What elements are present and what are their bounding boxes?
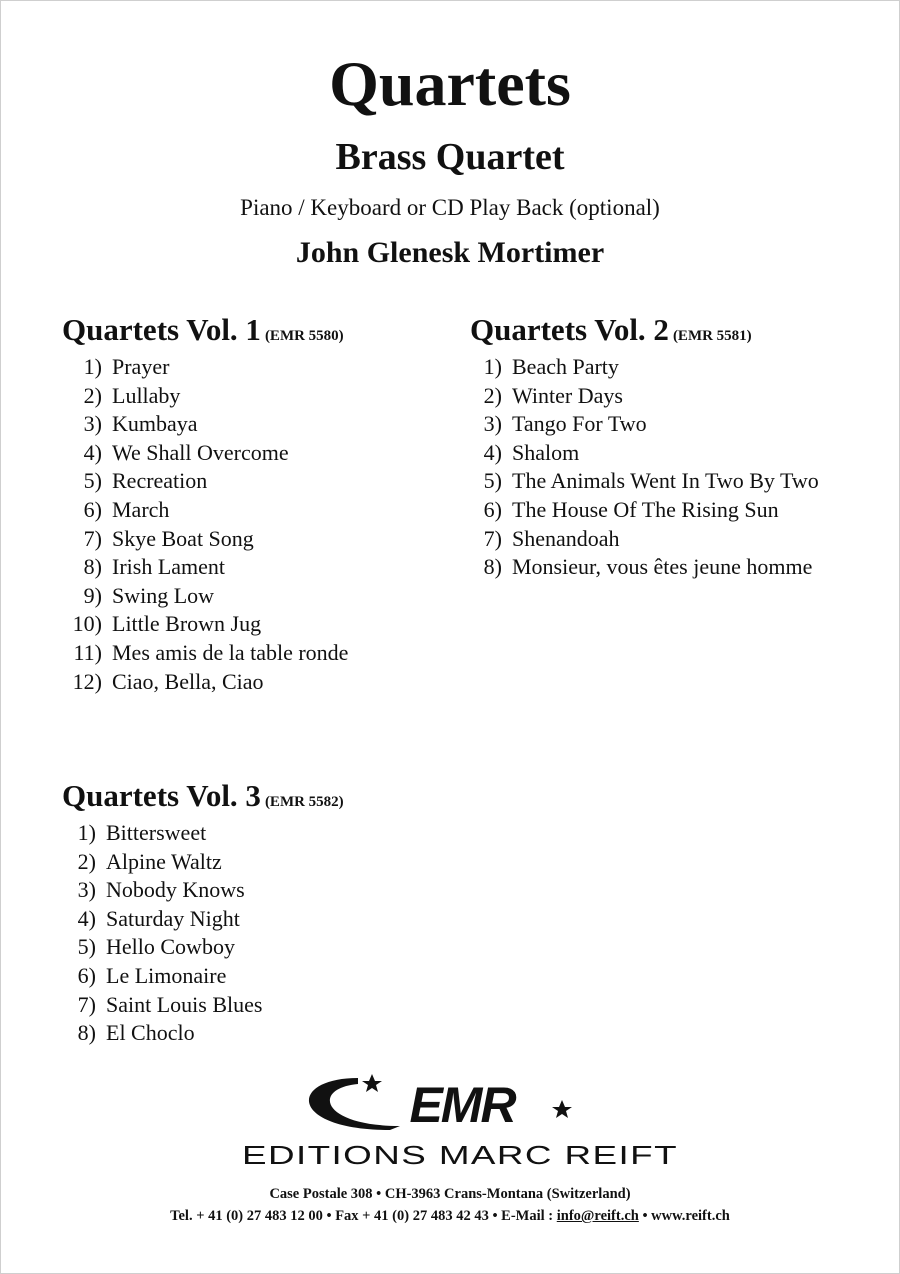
track-title: Kumbaya (112, 411, 198, 437)
track-number: 8) (77, 1020, 96, 1046)
volume-1-section (62, 314, 348, 696)
list-item (62, 991, 344, 1020)
list-item (62, 410, 348, 439)
track-number: 7) (83, 525, 102, 551)
track-title: Irish Lament (112, 554, 226, 580)
track-title: Alpine Waltz (106, 848, 222, 874)
track-number: 9) (83, 582, 102, 608)
list-item (62, 582, 348, 611)
track-title: Swing Low (112, 582, 215, 608)
track-number: 3) (483, 411, 502, 437)
publisher-contact (0, 1208, 900, 1225)
track-number: 8) (483, 554, 502, 580)
list-item (470, 410, 819, 439)
list-item (62, 933, 344, 962)
contact-phone-fax: Tel. + 41 (0) 27 483 12 00 • Fax + 41 (0) 27 483 42 43 • E-Mail : (170, 1208, 557, 1224)
track-number: 4) (77, 905, 96, 931)
list-item (62, 525, 348, 554)
track-title: Le Limonaire (106, 962, 227, 988)
track-number: 1) (83, 354, 102, 379)
list-item (470, 353, 819, 382)
track-number: 6) (77, 962, 96, 988)
contact-website: • www.reift.ch (638, 1208, 730, 1224)
list-item (62, 668, 348, 697)
list-item (62, 848, 344, 877)
track-number: 5) (83, 468, 102, 494)
list-item (62, 876, 344, 905)
track-number: 1) (483, 354, 502, 379)
list-item (62, 439, 348, 468)
publisher-address: Case Postale 308 • CH-3963 Crans-Montana (Switzerland) (269, 1186, 631, 1202)
list-item (62, 553, 348, 582)
track-title: Beach Party (512, 354, 619, 379)
track-title: We Shall Overcome (112, 439, 289, 465)
list-item (470, 439, 819, 468)
list-item (62, 639, 348, 668)
track-number: 10) (72, 611, 102, 637)
list-item (62, 962, 344, 991)
track-title: Prayer (112, 354, 170, 379)
volume-code: (EMR 5581) (672, 328, 752, 344)
email-link[interactable]: info@reift.ch (556, 1208, 639, 1224)
track-number: 4) (483, 439, 502, 465)
list-item (62, 819, 344, 848)
volume-title: Quartets Vol. 2 (470, 312, 669, 347)
track-number: 3) (83, 411, 102, 437)
composer-name: John Glenesk Mortimer (295, 236, 605, 269)
track-number: 5) (483, 468, 502, 494)
track-title: El Choclo (106, 1020, 195, 1046)
track-title: Bittersweet (106, 820, 207, 845)
list-item (62, 353, 348, 382)
track-number: 5) (77, 934, 96, 960)
track-title: Tango For Two (512, 411, 647, 437)
publisher-name: EDITIONS MARC REIFT (242, 1140, 678, 1170)
track-number: 2) (83, 382, 102, 408)
track-number: 8) (83, 554, 102, 580)
track-number: 6) (83, 496, 102, 522)
volume-heading (62, 780, 344, 811)
list-item (470, 382, 819, 411)
track-list (470, 353, 819, 582)
list-item (470, 496, 819, 525)
logo-wordmark: EMR (409, 1077, 515, 1133)
track-number: 3) (77, 877, 96, 903)
track-number: 2) (483, 382, 502, 408)
track-title: The House Of The Rising Sun (512, 496, 779, 522)
track-number: 7) (483, 525, 502, 551)
list-item (470, 525, 819, 554)
track-list (62, 353, 348, 696)
track-title: Nobody Knows (106, 877, 245, 903)
volume-heading (62, 314, 348, 345)
track-list (62, 819, 344, 1048)
star-icon (552, 1100, 572, 1118)
volume-heading (470, 314, 819, 345)
track-title: Recreation (112, 468, 208, 494)
volume-title: Quartets Vol. 3 (62, 778, 261, 813)
list-item (62, 905, 344, 934)
list-item (470, 553, 819, 582)
volume-3-section (62, 780, 344, 1048)
volume-code: (EMR 5580) (264, 328, 344, 344)
track-title: Shalom (512, 439, 580, 465)
track-title: March (112, 496, 170, 522)
instrumentation-note: Piano / Keyboard or CD Play Back (optional) (240, 195, 660, 220)
track-title: Saint Louis Blues (106, 991, 263, 1017)
track-title: Lullaby (112, 382, 181, 408)
track-title: Little Brown Jug (112, 611, 262, 637)
list-item (62, 496, 348, 525)
track-number: 2) (77, 848, 96, 874)
page-title: Quartets (329, 48, 571, 119)
track-title: Shenandoah (512, 525, 620, 551)
track-title: Ciao, Bella, Ciao (112, 668, 264, 694)
track-number: 1) (77, 820, 96, 845)
list-item (62, 382, 348, 411)
volume-title: Quartets Vol. 1 (62, 312, 261, 347)
logo-swoosh (309, 1078, 400, 1130)
track-title: Winter Days (512, 382, 623, 408)
track-title: Saturday Night (106, 905, 240, 931)
volume-code: (EMR 5582) (264, 794, 344, 810)
star-icon (362, 1074, 382, 1092)
track-number: 4) (83, 439, 102, 465)
track-number: 7) (77, 991, 96, 1017)
track-number: 11) (73, 639, 102, 665)
list-item (62, 467, 348, 496)
track-title: Mes amis de la table ronde (112, 639, 349, 665)
emr-logo (240, 1072, 680, 1172)
volume-2-section (470, 314, 819, 582)
page-subtitle: Brass Quartet (335, 136, 565, 178)
track-title: Skye Boat Song (112, 525, 254, 551)
list-item (470, 467, 819, 496)
track-title: Monsieur, vous êtes jeune homme (512, 554, 813, 580)
track-title: Hello Cowboy (106, 934, 235, 960)
track-title: The Animals Went In Two By Two (512, 468, 819, 494)
list-item (62, 610, 348, 639)
track-number: 6) (483, 496, 502, 522)
list-item (62, 1019, 344, 1048)
track-number: 12) (72, 668, 102, 694)
